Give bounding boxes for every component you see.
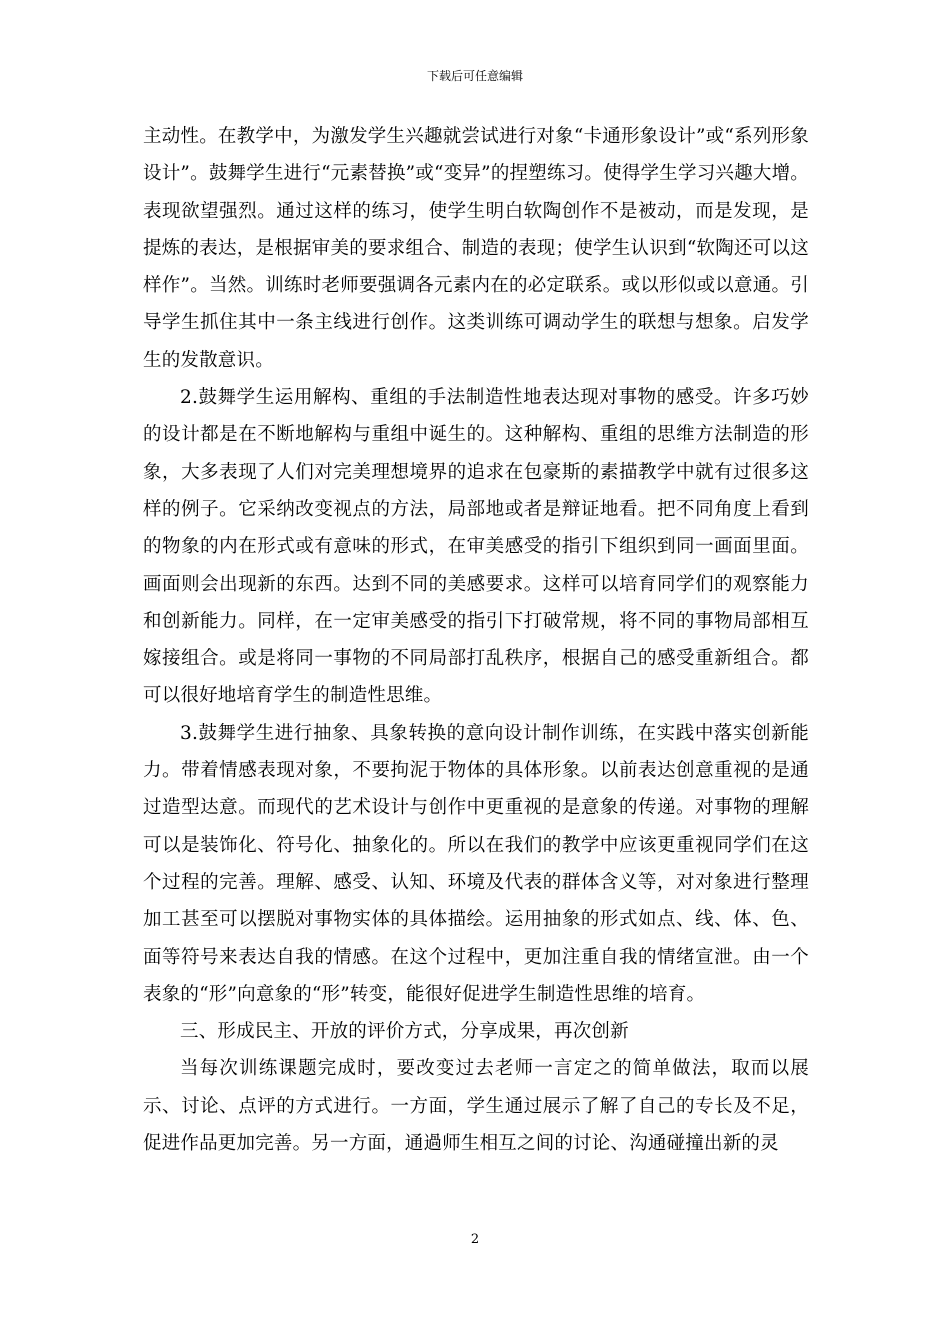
page-number: 2 <box>470 1232 480 1247</box>
page-header: 下载后可任意编辑 <box>426 69 523 83</box>
paragraph-4: 当每次训练课题完成时，要改变过去老师一言定之的简单做法，取而以展示、讨论、点评的方式进行。一方面，学生通过展示了解了自己的专长及不足，促进作品更加完善。另一方面，通過师生相互之间的讨论、沟通碰撞出新的灵 <box>143 1058 809 1155</box>
body-text <box>143 118 809 1162</box>
paragraph-2: 2.鼓舞学生运用解构、重组的手法制造性地表达现对事物的感受。许多巧妙的设计都是在不断地解构与重组中诞生的。这种解构、重组的思维方法制造的形象，大多表现了人们对完美理想境界的追求在包豪斯的素描教学中就有过很多这样的例子。它采纳改变视点的方法，局部地或者是辩证地看。把不同角度上看到的物象的内在形式或有意味的形式，在审美感受的指引下组织到同一画面里面。画面则会出现新的东西。达到不同的美感要求。这样可以培育同学们的观察能力和创新能力。同样，在一定审美感受的指引下打破常规，将不同的事物局部相互嫁接组合。或是将同一事物的不同局部打乱秩序，根据自己的感受重新组合。都可以很好地培育学生的制造性思维。 <box>143 387 809 707</box>
paragraph-1: 主动性。在教学中，为激发学生兴趣就尝试进行对象“卡通形象设计”或“系列形象设计”。鼓舞学生进行“元素替换”或“变异”的捏塑练习。使得学生学习兴趣大增。表现欲望强烈。通过这样的练习，使学生明白软陶创作不是被动，而是发现，是提炼的表达，是根据审美的要求组合、制造的表现；使学生认识到“软陶还可以这样作”。当然。训练时老师要强调各元素内在的必定联系。或以形似或以意通。引导学生抓住其中一条主线进行创作。这类训练可调动学生的联想与想象。启发学生的发散意识。 <box>143 126 809 371</box>
section-heading: 三、形成民主、开放的评价方式，分享成果，再次创新 <box>180 1021 629 1043</box>
paragraph-3: 3.鼓舞学生进行抽象、具象转换的意向设计制作训练，在实践中落实创新能力。带着情感表现对象，不要拘泥于物体的具体形象。以前表达创意重视的是通过造型达意。而现代的艺术设计与创作中更重视的是意象的传递。对事物的理解可以是装饰化、符号化、抽象化的。所以在我们的教学中应该更重视同学们在这个过程的完善。理解、感受、认知、环境及代表的群体含义等，对对象进行整理加工甚至可以摆脱对事物实体的具体描绘。运用抽象的形式如点、线、体、色、面等符号来表达自我的情感。在这个过程中，更加注重自我的情绪宣泄。由一个表象的“形”向意象的“形”转变，能很好促进学生制造性思维的培育。 <box>143 722 809 1005</box>
